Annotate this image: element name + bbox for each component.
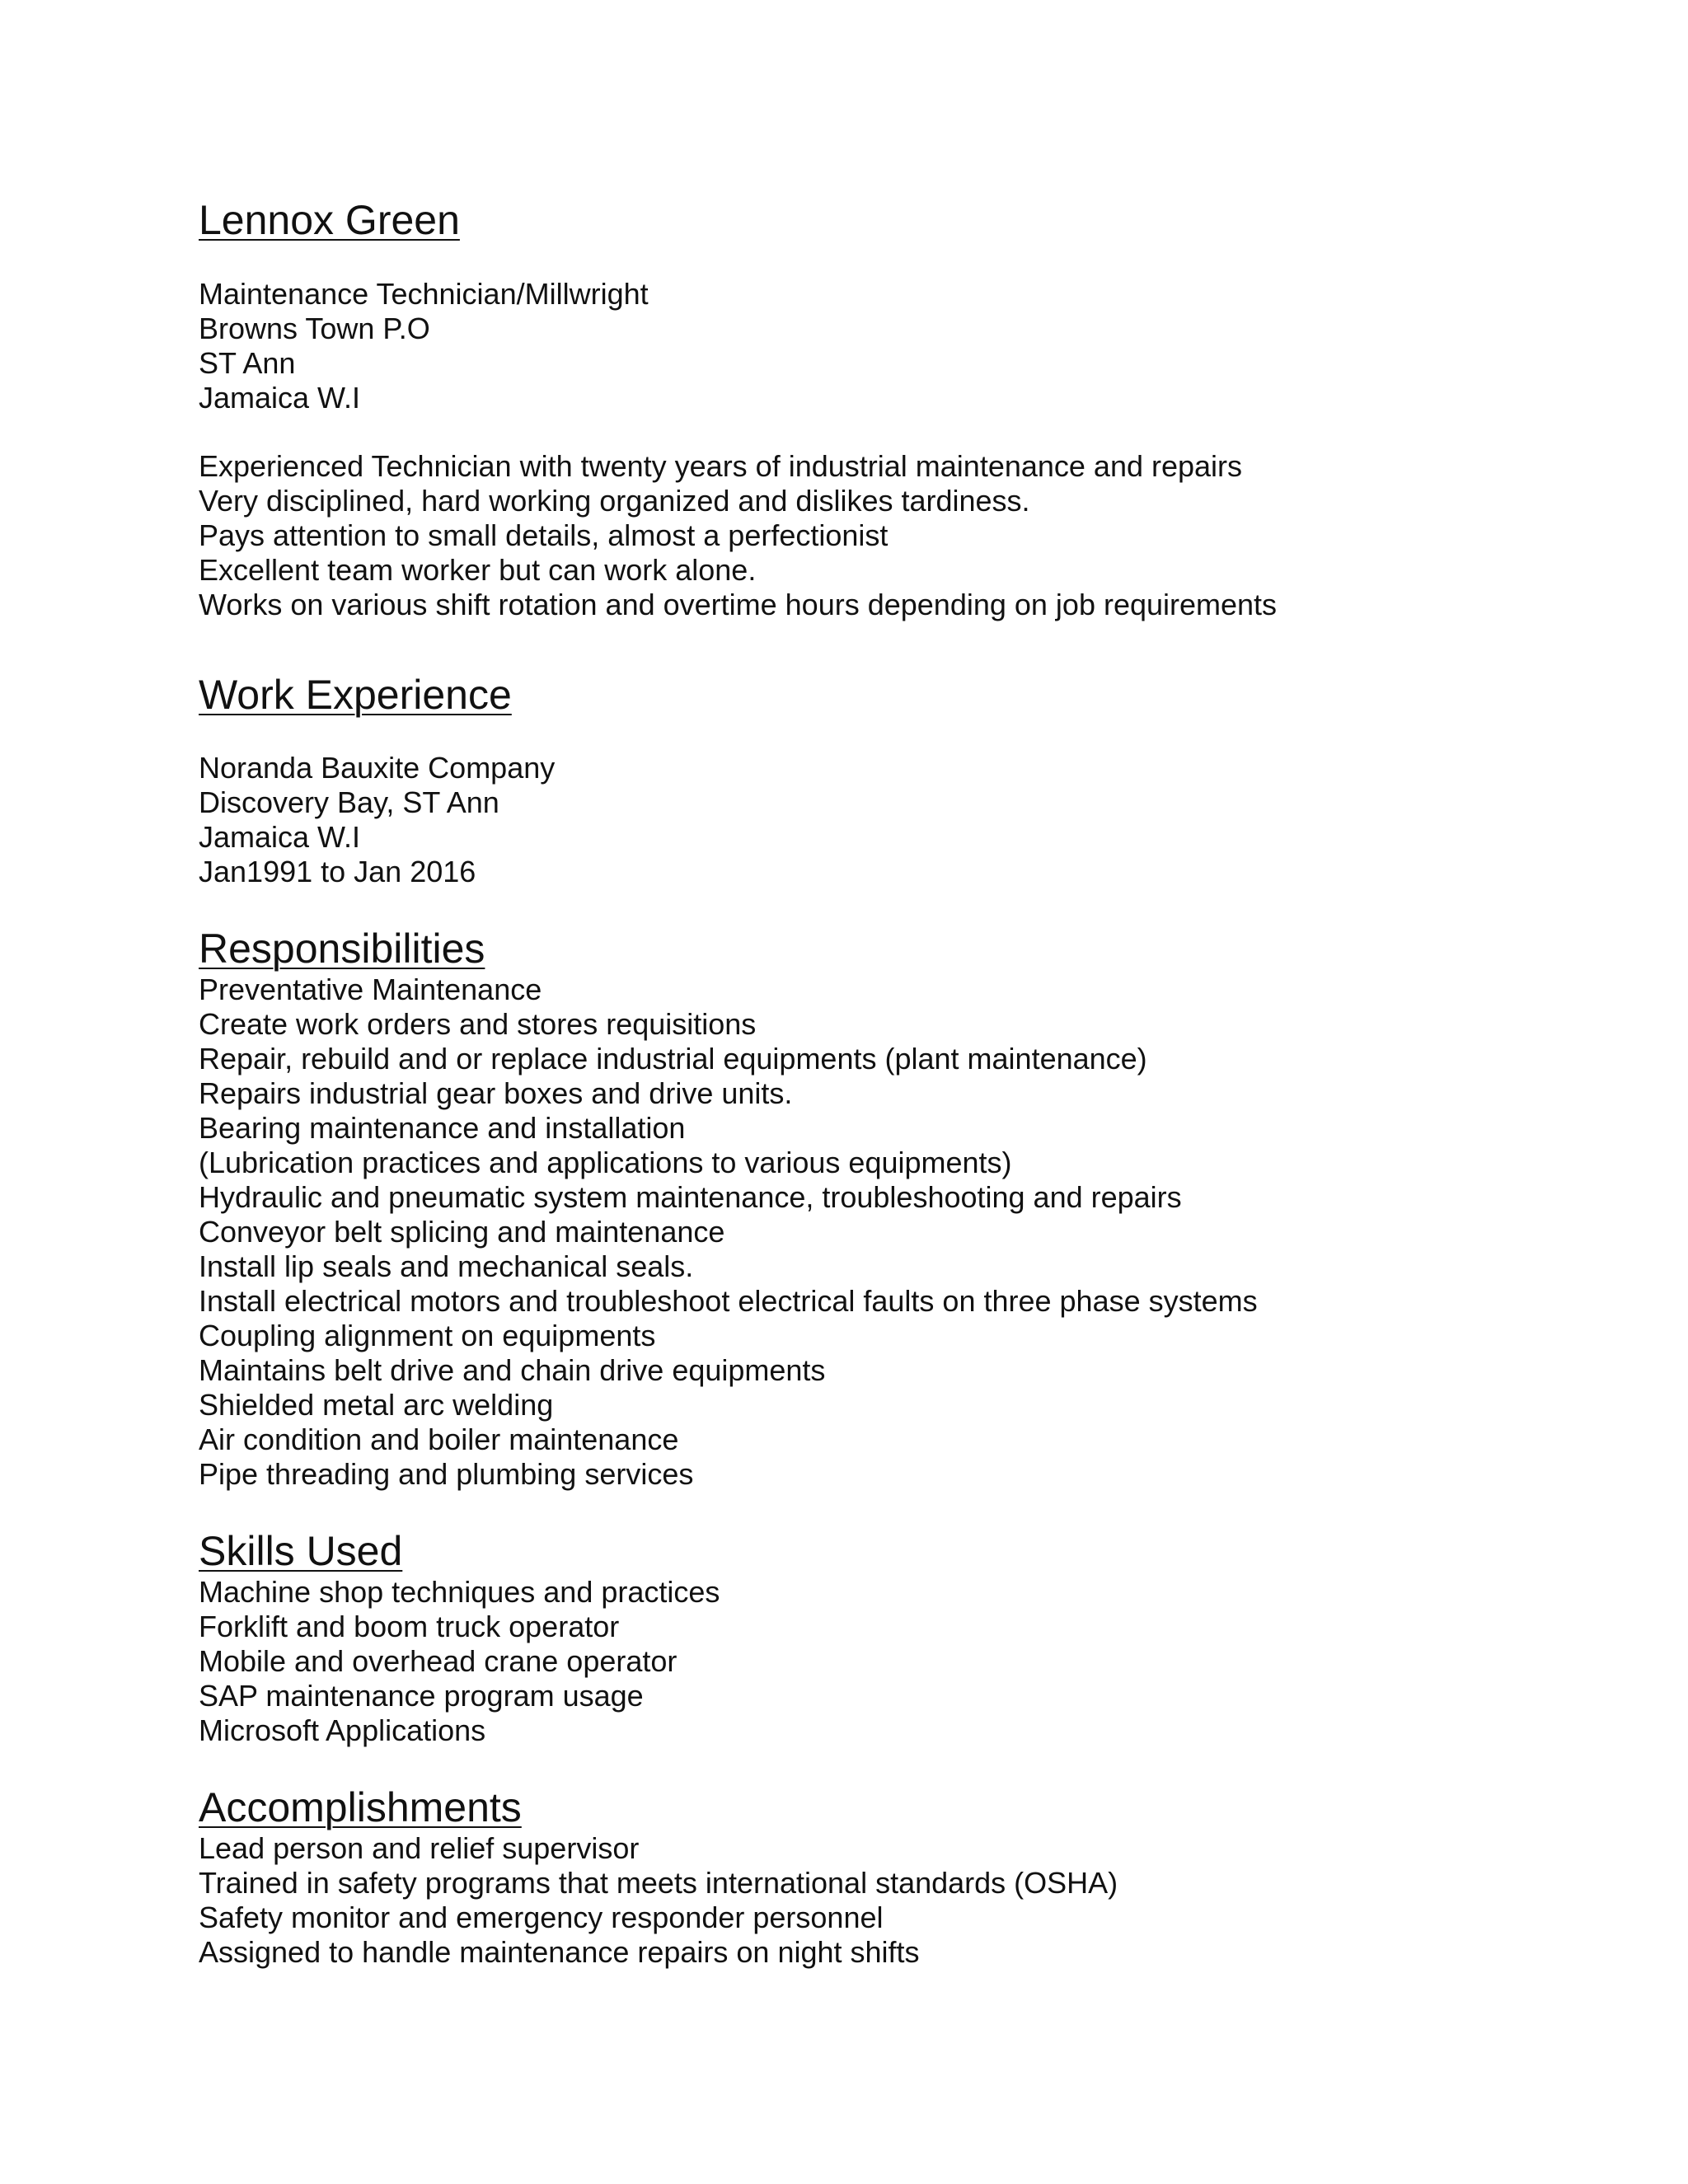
- responsibility-item: Install electrical motors and troubleshoot electrical faults on three phase systems: [199, 1284, 1258, 1318]
- work-experience-heading: Work Experience: [199, 672, 512, 718]
- accomplishments-list: [199, 1831, 1118, 1970]
- contact-line: Browns Town P.O: [199, 312, 430, 345]
- accomplishment-item: Safety monitor and emergency responder personnel: [199, 1900, 884, 1934]
- summary-line: Experienced Technician with twenty years of industrial maintenance and repairs: [199, 449, 1243, 483]
- responsibilities-heading: Responsibilities: [199, 926, 485, 972]
- responsibility-item: Hydraulic and pneumatic system maintenance, troubleshooting and repairs: [199, 1180, 1182, 1214]
- summary-line: Very disciplined, hard working organized and dislikes tardiness.: [199, 484, 1030, 518]
- responsibility-item: Preventative Maintenance: [199, 972, 542, 1006]
- responsibility-item: Coupling alignment on equipments: [199, 1319, 656, 1352]
- responsibility-item: Conveyor belt splicing and maintenance: [199, 1215, 725, 1249]
- responsibility-item: Pipe threading and plumbing services: [199, 1457, 694, 1491]
- accomplishment-item: Lead person and relief supervisor: [199, 1831, 640, 1865]
- accomplishments-heading: Accomplishments: [199, 1784, 522, 1830]
- responsibility-item: Maintains belt drive and chain drive equipments: [199, 1353, 826, 1387]
- work-experience-block: [199, 751, 555, 889]
- skill-item: Machine shop techniques and practices: [199, 1575, 720, 1609]
- work-experience-line: Noranda Bauxite Company: [199, 751, 556, 785]
- accomplishment-item: Trained in safety programs that meets international standards (OSHA): [199, 1866, 1118, 1900]
- summary-block: [199, 449, 1277, 622]
- responsibility-item: Bearing maintenance and installation: [199, 1111, 686, 1145]
- responsibility-item: Create work orders and stores requisitions: [199, 1007, 757, 1041]
- contact-line: Maintenance Technician/Millwright: [199, 277, 649, 311]
- summary-line: Pays attention to small details, almost a perfectionist: [199, 518, 889, 552]
- skill-item: Microsoft Applications: [199, 1713, 486, 1747]
- responsibilities-list: [199, 972, 1258, 1492]
- summary-line: Works on various shift rotation and overtime hours depending on job requirements: [199, 588, 1278, 621]
- work-experience-line: Jan1991 to Jan 2016: [199, 855, 476, 888]
- responsibility-item: Repair, rebuild and or replace industrial equipments (plant maintenance): [199, 1042, 1147, 1076]
- contact-line: Jamaica W.I: [199, 381, 361, 415]
- contact-line: ST Ann: [199, 346, 296, 380]
- skills-list: [199, 1575, 720, 1748]
- responsibility-item: Repairs industrial gear boxes and drive units.: [199, 1076, 793, 1110]
- work-experience-line: Discovery Bay, ST Ann: [199, 785, 499, 819]
- work-experience-line: Jamaica W.I: [199, 820, 361, 854]
- responsibility-item: Air condition and boiler maintenance: [199, 1422, 679, 1456]
- skills-heading: Skills Used: [199, 1528, 403, 1574]
- responsibility-item: (Lubrication practices and applications to various equipments): [199, 1146, 1012, 1179]
- skill-item: SAP maintenance program usage: [199, 1679, 644, 1713]
- skill-item: Forklift and boom truck operator: [199, 1610, 620, 1643]
- skill-item: Mobile and overhead crane operator: [199, 1644, 678, 1678]
- responsibility-item: Install lip seals and mechanical seals.: [199, 1249, 694, 1283]
- candidate-name: Lennox Green: [199, 197, 460, 243]
- accomplishment-item: Assigned to handle maintenance repairs on night shifts: [199, 1935, 920, 1969]
- summary-line: Excellent team worker but can work alone.: [199, 553, 757, 587]
- contact-block: [199, 277, 649, 415]
- responsibility-item: Shielded metal arc welding: [199, 1388, 554, 1422]
